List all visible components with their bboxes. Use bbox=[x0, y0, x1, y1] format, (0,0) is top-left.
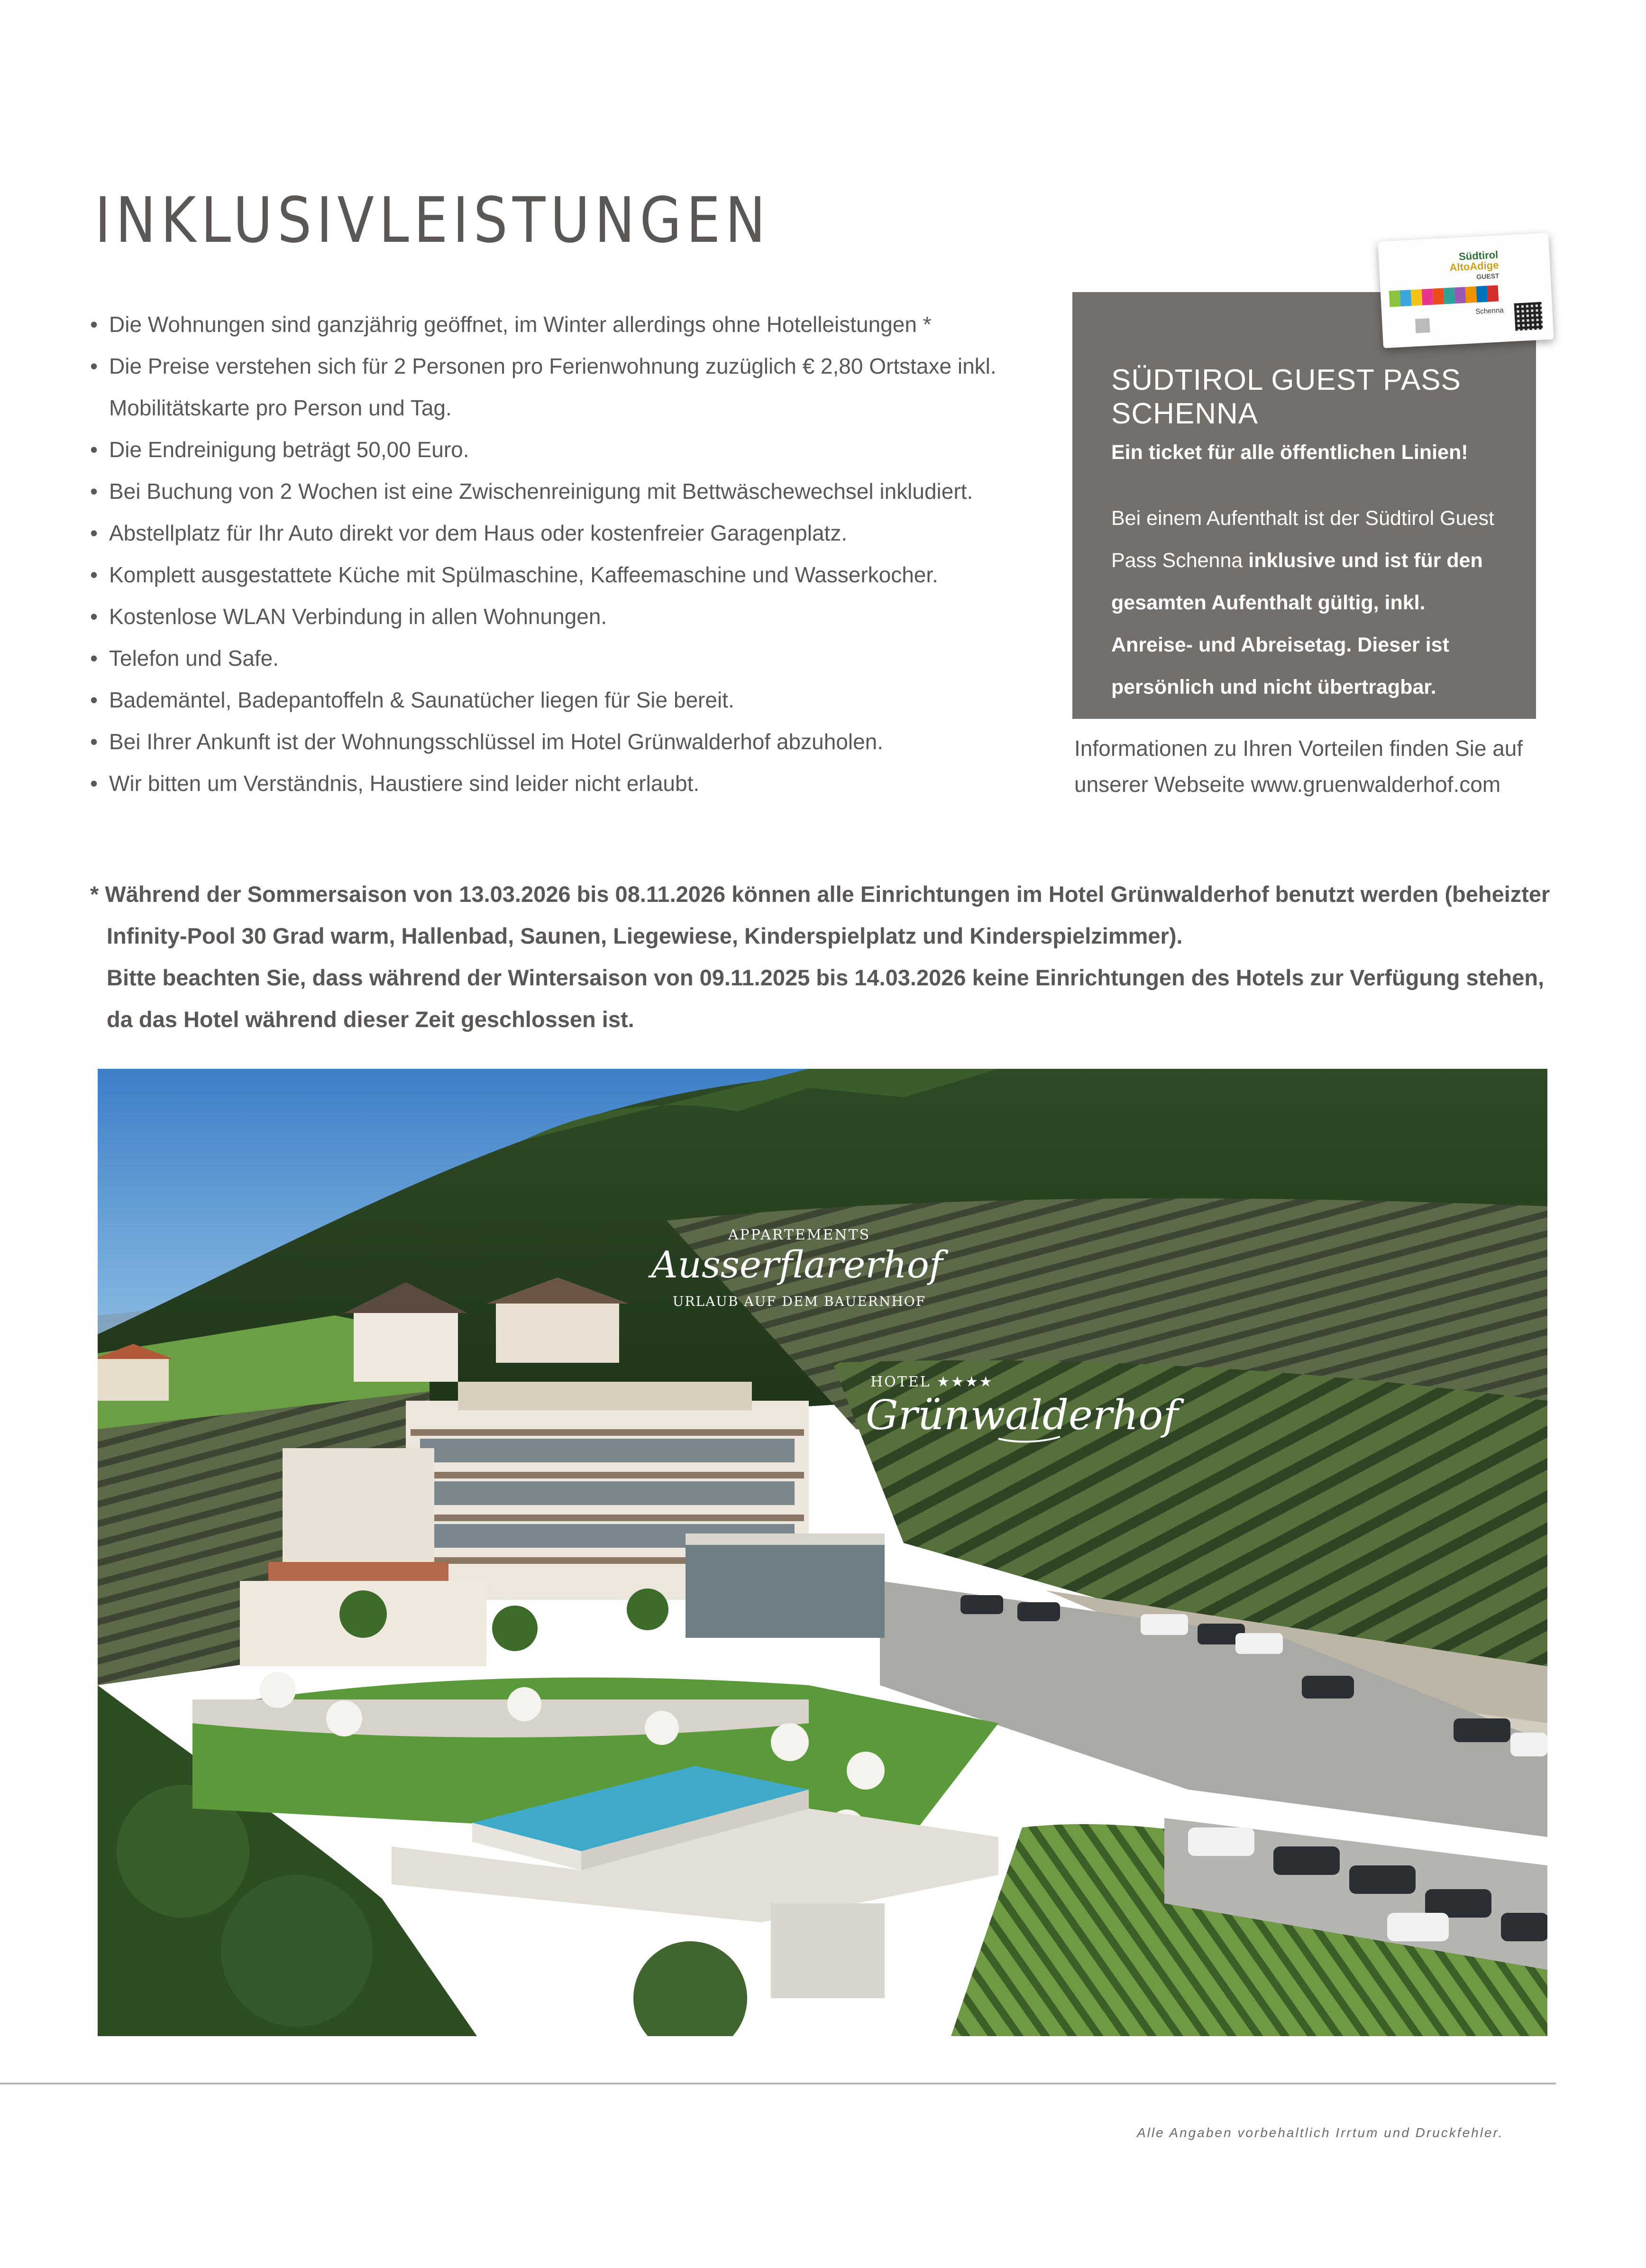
card-stripe bbox=[1411, 289, 1423, 306]
card-stripe bbox=[1433, 288, 1445, 304]
logo1-bottom: URLAUB AUF DEM BAUERNHOF bbox=[672, 1294, 926, 1309]
page-title: INKLUSIVLEISTUNGEN bbox=[95, 184, 770, 257]
guest-pass-heading: SÜDTIROL GUEST PASS SCHENNA bbox=[1111, 364, 1461, 430]
logo1-name: Ausserflarerhof bbox=[651, 1244, 943, 1286]
list-item: • Die Endreinigung beträgt 50,00 Euro. bbox=[90, 429, 1038, 470]
guest-pass-box bbox=[1072, 292, 1536, 719]
season-footnote bbox=[90, 873, 1550, 1040]
inclusions-list bbox=[90, 303, 1038, 804]
info-note: Informationen zu Ihren Vorteilen finden Sie auf unserer Webseite www.gruenwalderhof.com bbox=[1074, 736, 1523, 797]
card-stripe bbox=[1487, 285, 1499, 302]
card-stripe bbox=[1454, 287, 1466, 303]
card-brand-line2: AltoAdige bbox=[1449, 259, 1499, 274]
photo-illustration bbox=[98, 1069, 1547, 2036]
list-item: • Abstellplatz für Ihr Auto direkt vor dem Haus oder kostenfreier Garagenplatz. bbox=[90, 512, 1038, 554]
list-item: • Komplett ausgestattete Küche mit Spülmaschine, Kaffeemaschine und Wasserkocher. bbox=[90, 554, 1038, 596]
guest-pass-subheading: Ein ticket für alle öffentlichen Linien! bbox=[1111, 441, 1468, 464]
footnote-winter: Bitte beachten Sie, dass während der Wintersaison von 09.11.2025 bis 14.03.2026 keine Einrichtungen des Hotels zur Verfügung stehen, da das Hotel während dieser Zeit geschlossen ist. bbox=[107, 965, 1545, 1032]
card-small-code-icon bbox=[1415, 318, 1430, 333]
card-stripe bbox=[1422, 289, 1434, 305]
hotel-aerial-photo bbox=[98, 1069, 1547, 2036]
list-item: • Kostenlose WLAN Verbindung in allen Wohnungen. bbox=[90, 596, 1038, 637]
card-color-stripes bbox=[1389, 285, 1499, 307]
list-item: • Bei Buchung von 2 Wochen ist eine Zwischenreinigung mit Bettwäschewechsel inkludiert. bbox=[90, 470, 1038, 512]
card-stripe bbox=[1400, 290, 1412, 306]
list-item: • Die Preise verstehen sich für 2 Personen pro Ferienwohnung zuzüglich € 2,80 Ortstaxe inkl. Mobilitätskarte pro Person und Tag. bbox=[90, 345, 1010, 429]
card-stripe bbox=[1444, 287, 1455, 304]
list-item: • Telefon und Safe. bbox=[90, 637, 1038, 679]
list-item: • Wir bitten um Verständnis, Haustiere sind leider nicht erlaubt. bbox=[90, 762, 1038, 804]
logo1-top: APPARTEMENTS bbox=[728, 1227, 871, 1243]
disclaimer: Alle Angaben vorbehaltlich Irrtum und Druckfehler. bbox=[1137, 2125, 1504, 2140]
footer-divider bbox=[0, 2083, 1556, 2084]
logo2-top: HOTEL ★★★★ bbox=[870, 1374, 994, 1390]
logo2-name: Grünwalderhof bbox=[866, 1392, 1179, 1439]
guest-pass-card-image bbox=[1378, 233, 1554, 349]
guest-pass-body-bold: inklusive und ist für den gesamten Aufenthalt gültig, inkl. Anreise- und Abreisetag. Dieser ist persönlich und nicht übertragbar. bbox=[1111, 549, 1483, 698]
list-item: • Bei Ihrer Ankunft ist der Wohnungsschlüssel im Hotel Grünwalderhof abzuholen. bbox=[90, 721, 1038, 762]
list-item: • Bademäntel, Badepantoffeln & Saunatücher liegen für Sie bereit. bbox=[90, 679, 1038, 721]
guest-pass-card-brand bbox=[1449, 249, 1500, 283]
list-item: • Die Wohnungen sind ganzjährig geöffnet, im Winter allerdings ohne Hotelleistungen * bbox=[90, 303, 1038, 345]
card-place: Schenna bbox=[1475, 306, 1504, 316]
card-stripe bbox=[1476, 286, 1488, 303]
footnote-summer: * Während der Sommersaison von 13.03.2026 bis 08.11.2026 können alle Einrichtungen im Hotel Grünwalderhof benutzt werden (beheizter Infinity-Pool 30 Grad warm, Hallenbad, Saunen, Liegewiese, Kinderspielplatz und Kinderspielzimmer). bbox=[90, 881, 1550, 948]
card-brand-line3: GUEST bbox=[1476, 272, 1500, 281]
card-stripe bbox=[1465, 286, 1477, 303]
guest-pass-body-normal: Bei einem Aufenthalt ist der Südtirol Guest Pass Schenna bbox=[1111, 507, 1494, 572]
card-stripe bbox=[1389, 290, 1401, 307]
qr-code-icon bbox=[1514, 302, 1543, 331]
card-brand-line1: Südtirol bbox=[1458, 248, 1499, 263]
guest-pass-body bbox=[1111, 497, 1498, 708]
